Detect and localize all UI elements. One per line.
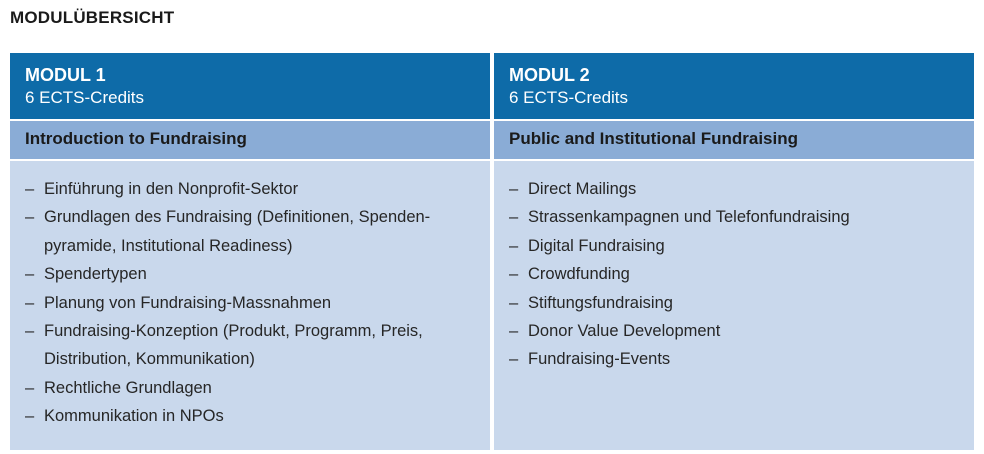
topic-text: Direct Mailings — [528, 180, 637, 198]
topic-list-item — [509, 232, 974, 260]
topic-list-item — [25, 260, 490, 288]
module-2-header — [494, 53, 974, 119]
module-1-credits: 6 ECTS-Credits — [25, 88, 145, 107]
dash-bullet-icon: – — [25, 208, 35, 227]
topic-list-item — [509, 345, 974, 373]
dash-bullet-icon: – — [509, 180, 519, 198]
dash-bullet-icon: – — [509, 208, 519, 227]
dash-bullet-icon: – — [25, 407, 35, 426]
module-1-content — [10, 161, 490, 450]
module-2-name: MODUL 2 — [509, 65, 590, 85]
topic-text: Digital Fundraising — [528, 236, 665, 255]
topic-list-item — [25, 175, 490, 203]
module-1-subject: Introduction to Fundraising — [10, 121, 490, 159]
dash-bullet-icon: – — [509, 322, 519, 341]
topic-text: Strassenkampagnen und Telefonfundraising — [528, 208, 850, 227]
module-2-subject: Public and Institutional Fundraising — [494, 121, 974, 159]
topic-text: Rechtliche Grundlagen — [44, 378, 212, 397]
topic-text: Distribution, Kommunikation) — [44, 350, 255, 369]
topic-text: pyramide, Institutional Readiness) — [44, 236, 293, 255]
topic-text: Einführung in den Nonprofit-Sektor — [44, 180, 299, 198]
module-2-content — [494, 161, 974, 450]
topic-text: Planung von Fundraising-Massnahmen — [44, 293, 332, 312]
topic-text: Stiftungsfundraising — [528, 293, 673, 312]
topic-list-item — [25, 289, 490, 317]
module-1-header — [10, 53, 490, 119]
dash-bullet-icon: – — [509, 236, 519, 255]
topic-list-item — [509, 175, 974, 203]
topic-list-item — [25, 203, 490, 260]
dash-bullet-icon: – — [25, 293, 35, 312]
module-2-credits: 6 ECTS-Credits — [509, 88, 629, 107]
topic-list-item — [509, 203, 974, 231]
topic-list-item — [25, 374, 490, 402]
topic-list-item — [25, 402, 490, 430]
module-1-panel — [10, 53, 490, 450]
dash-bullet-icon: – — [509, 265, 519, 284]
module-1-topic-list — [25, 175, 490, 431]
topic-text: Grundlagen des Fundraising (Definitionen, Spenden- — [44, 208, 431, 227]
topic-list-item — [509, 317, 974, 345]
topic-list-item — [25, 317, 490, 374]
dash-bullet-icon: – — [509, 350, 519, 369]
module-1-name: MODUL 1 — [25, 65, 106, 85]
topic-text: Crowdfunding — [528, 265, 630, 284]
dash-bullet-icon: – — [25, 265, 35, 284]
page-title: MODULÜBERSICHT — [10, 8, 175, 27]
dash-bullet-icon: – — [25, 180, 35, 198]
topic-text: Spendertypen — [44, 265, 147, 284]
topic-list-item — [509, 289, 974, 317]
topic-list-item — [509, 260, 974, 288]
topic-text: Fundraising-Events — [528, 350, 671, 369]
topic-text: Donor Value Development — [528, 322, 721, 341]
dash-bullet-icon: – — [509, 293, 519, 312]
dash-bullet-icon: – — [25, 378, 35, 397]
module-2-topic-list — [509, 175, 974, 374]
topic-text: Fundraising-Konzeption (Produkt, Programm, Preis, — [44, 322, 423, 341]
dash-bullet-icon: – — [25, 322, 35, 341]
topic-text: Kommunikation in NPOs — [44, 407, 224, 426]
module-2-panel — [494, 53, 974, 450]
